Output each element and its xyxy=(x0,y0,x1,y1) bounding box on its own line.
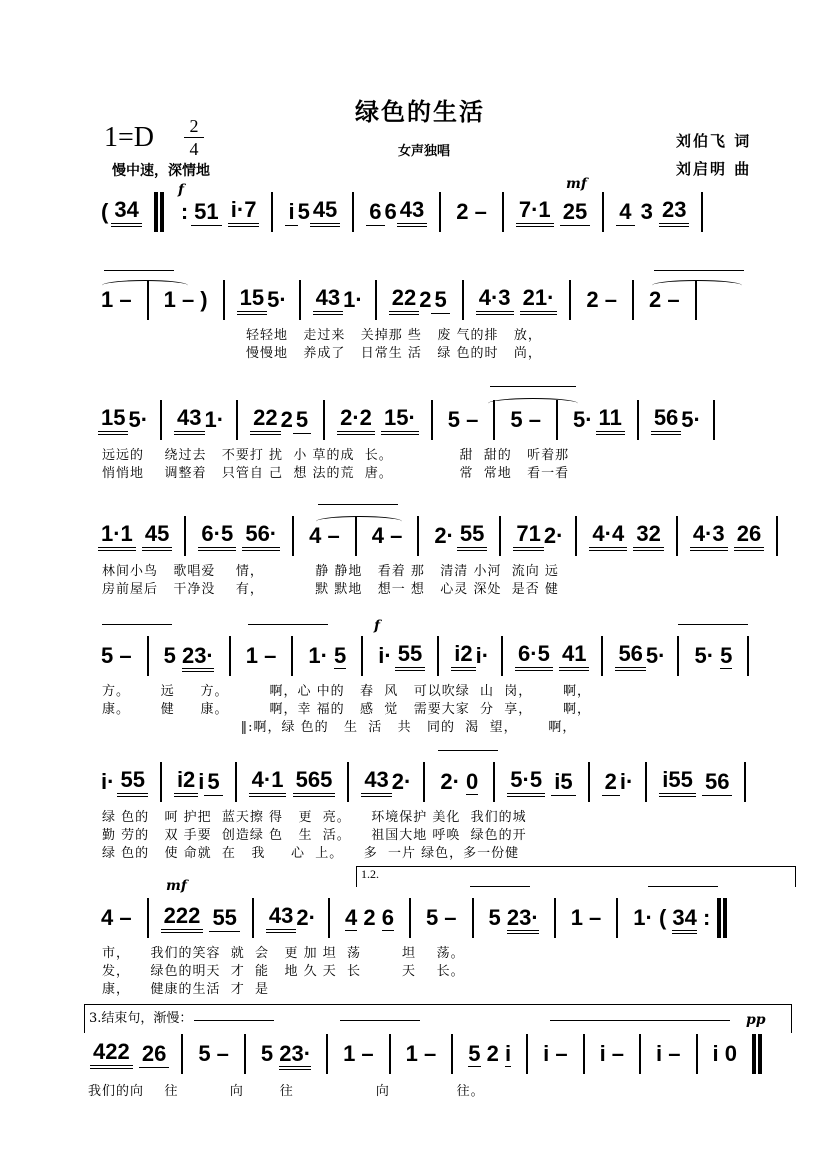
lyric-verse-3: 康， 健康的生活 才 是 xyxy=(102,982,270,997)
dynamic-mf: mf xyxy=(166,878,187,894)
staff-system-4 xyxy=(98,514,788,597)
crescendo-hairpin xyxy=(550,1020,730,1021)
lyric-verse-1: 市， 我们的笑容 就 会 更 加 坦 荡 坦 荡。 xyxy=(102,946,465,961)
lyricist-credit: 刘伯飞 词 xyxy=(676,132,752,150)
performance-type: 女声独唱 xyxy=(398,144,451,159)
time-sig-bottom: 4 xyxy=(189,139,199,159)
lyric-verse-2: 勤 劳的 双 手要 创造绿 色 生 活。 祖国大地 呼唤 绿色的开 xyxy=(102,828,527,843)
lyric-verse-2: 慢慢地 养成了 日常生 活 绿 色的时 尚， xyxy=(246,346,542,361)
staff-system-1 xyxy=(98,176,788,234)
notation-line: i· 55 i2 i 5 4·1 565 43 2· 2· 0 5·5 i5 2 i· i55 56 xyxy=(98,760,758,804)
lyric-verse-3: ‖:啊，绿 色的 生 活 共 同的 渴 望， 啊， xyxy=(102,720,577,735)
lyric-verse-2: 房前屋后 干净没 有， 默 默地 想一 想 心灵 深处 是否 健 xyxy=(102,582,559,597)
crescendo-hairpin xyxy=(194,1020,274,1021)
staff-system-2 xyxy=(98,278,788,361)
notation-line: 5 – 5 23· 1 – 1· 5 i· 55 i2 i· 6·5 41 56 5· 5· 5 xyxy=(98,634,761,678)
crescendo-hairpin xyxy=(318,504,398,505)
staff-system-7 xyxy=(98,867,788,997)
dynamic-pp: pp xyxy=(746,1012,766,1028)
crescendo-hairpin xyxy=(102,624,172,625)
key-signature: 1=D xyxy=(104,122,155,153)
notation-line: 1 – 1 – ) 15 5· 43 1· 22 2 5 4·3 21· 2 – 2 – xyxy=(98,278,709,322)
crescendo-hairpin xyxy=(104,270,174,271)
notation-line: 15 5· 43 1· 22 2 5 2·2 15· 5 – 5 – 5· 11 56 5· xyxy=(98,398,727,442)
lyric-verse-2: 康。 健 康。 啊，幸 福的 感 觉 需要大家 分 享， 啊， xyxy=(102,702,592,717)
staff-system-5 xyxy=(98,618,788,735)
crescendo-hairpin xyxy=(654,270,744,271)
crescendo-hairpin xyxy=(340,1020,420,1021)
crescendo-hairpin xyxy=(438,750,498,751)
lyric-verse-1: 我们的向 往 向 往 向 往。 xyxy=(88,1084,485,1099)
time-sig-bar xyxy=(184,137,204,138)
lyric-verse-1: 林间小鸟 歌唱爱 情， 静 静地 看着 那 清清 小河 流向 远 xyxy=(102,564,559,579)
lyric-verse-1: 绿 色的 呵 护把 蓝天擦 得 更 亮。 环境保护 美化 我们的城 xyxy=(102,810,527,825)
crescendo-hairpin xyxy=(490,386,576,387)
volta-bracket-1-2: 1.2. xyxy=(356,866,796,887)
ending-bracket xyxy=(84,1004,792,1033)
lyric-verse-2: 发， 绿色的明天 才 能 地 久 天 长 天 长。 xyxy=(102,964,465,979)
lyric-verse-3: 绿 色的 使 命就 在 我 心 上。 多 一片 绿色，多一份健 xyxy=(102,846,520,861)
lyric-verse-1: 方。 远 方。 啊，心 中的 春 风 可以吹绿 山 岗， 啊， xyxy=(102,684,592,699)
crescendo-hairpin xyxy=(248,624,328,625)
tempo-marking: 慢中速，深情地 xyxy=(112,163,210,179)
notation-line: 4 – 222 55 43 2· 4 2 6 5 – 5 23· 1 – 1· ( 34 : xyxy=(98,896,741,940)
staff-system-3 xyxy=(98,398,788,481)
lyric-verse-1: 轻轻地 走过来 关掉那 些 废 气的排 放， xyxy=(246,328,542,343)
notation-line: 422 26 5 – 5 23· 1 – 1 – 5 2 i i – i – i – i 0 xyxy=(90,1032,776,1076)
composer-credit: 刘启明 曲 xyxy=(676,160,752,178)
crescendo-hairpin xyxy=(678,624,748,625)
crescendo-hairpin xyxy=(648,886,718,887)
notation-line: ( 34 : 51 i·7 i 5 45 6 6 43 2 – 7·1 25 4 3 23 xyxy=(98,190,715,234)
crescendo-hairpin xyxy=(470,886,530,887)
lyric-verse-2: 悄悄地 调整着 只管自 己 想 法的荒 唐。 常 常地 看一看 xyxy=(102,466,570,481)
ending-label: 3.结束句，渐慢： xyxy=(89,1011,193,1026)
dynamic-mf: mf xyxy=(566,176,587,192)
notation-line: 1·1 45 6·5 56· 4 – 4 – 2· 55 71 2· 4·4 32 4·3 26 xyxy=(98,514,790,558)
time-sig-top: 2 xyxy=(189,116,199,136)
lyric-verse-1: 远远的 绕过去 不要打 扰 小 草的成 长。 甜 甜的 听着那 xyxy=(102,448,570,463)
song-title: 绿色的生活 xyxy=(355,97,485,126)
dynamic-f: f xyxy=(178,182,185,198)
dynamic-f: f xyxy=(374,618,381,634)
time-signature xyxy=(184,116,204,159)
staff-system-6 xyxy=(98,760,788,861)
